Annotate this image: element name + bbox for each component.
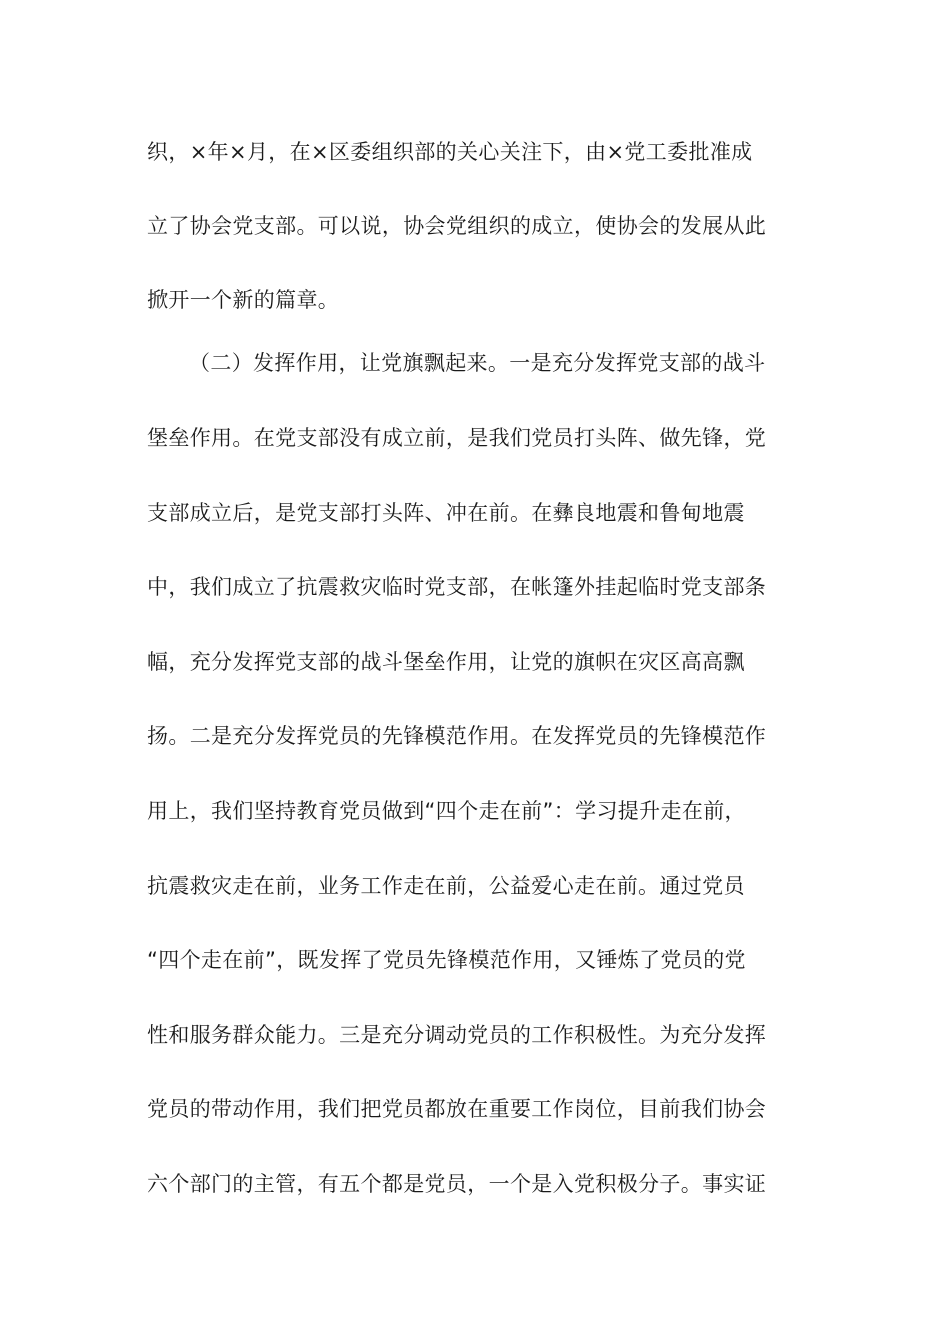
text-line: 性和服务群众能力。三是充分调动党员的工作积极性。为充分发挥: [147, 1023, 767, 1047]
text-line: 掀开一个新的篇章。: [147, 288, 340, 312]
text-line: （二）发挥作用，让党旗飘起来。一是充分发挥党支部的战斗: [189, 351, 766, 375]
text-line: 中，我们成立了抗震救灾临时党支部，在帐篷外挂起临时党支部条: [147, 575, 767, 599]
text-line: 织，×年×月，在×区委组织部的关心关注下，由×党工委批准成: [147, 140, 753, 164]
text-line: 扬。二是充分发挥党员的先锋模范作用。在发挥党员的先锋模范作: [147, 724, 767, 748]
text-line: 堡垒作用。在党支部没有成立前，是我们党员打头阵、做先锋，党: [147, 426, 767, 450]
text-line: 抗震救灾走在前，业务工作走在前，公益爱心走在前。通过党员: [147, 874, 745, 898]
text-line: 党员的带动作用，我们把党员都放在重要工作岗位，目前我们协会: [147, 1097, 767, 1121]
text-line: 六个部门的主管，有五个都是党员，一个是入党积极分子。事实证: [147, 1172, 767, 1196]
text-line: 幅，充分发挥党支部的战斗堡垒作用，让党的旗帜在灾区高高飘: [147, 650, 745, 674]
text-line: “四个走在前”，既发挥了党员先锋模范作用，又锤炼了党员的党: [147, 948, 746, 972]
text-line: 立了协会党支部。可以说，协会党组织的成立，使协会的发展从此: [147, 214, 767, 238]
text-line: 用上，我们坚持教育党员做到“四个走在前”：学习提升走在前，: [147, 799, 746, 823]
text-line: 支部成立后，是党支部打头阵、冲在前。在彝良地震和鲁甸地震: [147, 501, 745, 525]
